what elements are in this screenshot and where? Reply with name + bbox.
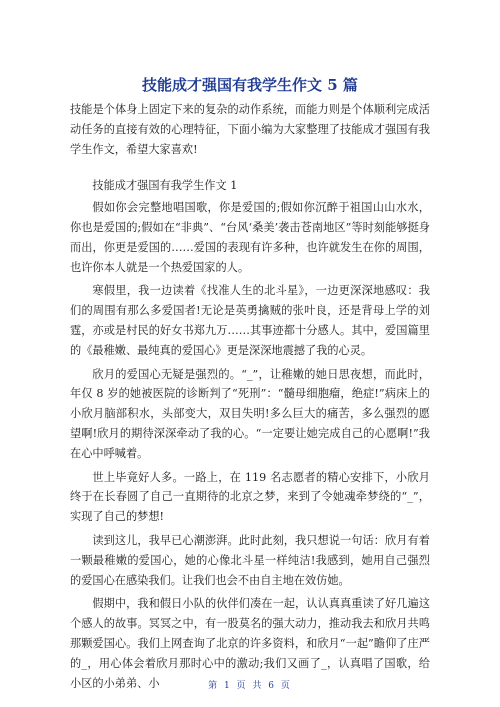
page-footer: 第 1 页 共 6 页	[208, 681, 292, 691]
intro-paragraph: 技能是个体身上固定下来的复杂的动作系统，而能力则是个体顺利完成活动任务的直接有效的心理特征，下面小编为大家整理了技能成才强国有我学生作文，希望大家喜欢!	[70, 103, 430, 156]
body-paragraph: 读到这儿，我早已心潮澎湃。此时此刻，我只想说一句话：欣月有着一颗最稚嫩的爱国心，她的心像北斗星一样纯洁!我感到，她用自己强烈的爱国心在感染我们。让我们也会不由自主地在效仿她。	[70, 533, 430, 587]
body-paragraph: 寒假里，我一边读着《找准人生的北斗星》，一边更深深地感叹：我们的周围有那么多爱国者!无论是英勇擒贼的张叶良，还是背母上学的刘霆，亦或是村民的好女书郑九万……其事迹都十分感人。其中，爱国篇里的《最稚嫩、最纯真的爱国心》更是深深地震撼了我的心灵。	[70, 284, 430, 357]
document-body	[70, 100, 430, 697]
section-heading: 技能成才强国有我学生作文 1	[92, 179, 238, 193]
body-paragraph: 世上毕竟好人多。一路上，在 119 名志愿者的精心安排下，小欣月终于在长春圆了自己一直期待的北京之梦，来到了令她魂牵梦绕的“_”，实现了自己的梦想!	[70, 470, 430, 524]
body-paragraph: 假如你会完整地唱国歌，你是爱国的;假如你沉醉于祖国山山水水，你也是爱国的;假如在“非典”、“台风‘桑美’袭击苍南地区”等时刻能够挺身而出，你更是爱国的……爱国的表现有许多种，也许就发生在你的周围，也许你本人就是一个热爱国家的人。	[70, 201, 430, 274]
document-title: 技能成才强国有我学生作文 5 篇	[142, 76, 358, 94]
body-paragraph: 假期中，我和假日小队的伙伴们凑在一起，认认真真重读了好几遍这个感人的故事。冥冥之中，有一股莫名的强大动力，推动我去和欣月共鸣那颗爱国心。我们上网查询了北京的许多资料，和欣月“一起”瞻仰了庄严的_，用心体会着欣月那时心中的激动;我们又画了_，认真唱了国歌，给小区的小弟弟、小	[70, 597, 430, 690]
body-paragraph: 欣月的爱国心无疑是强烈的。“_”，让稚嫩的她日思夜想，而此时，年仅 8 岁的她被医院的诊断判了“死刑”：“髓母细胞瘤，绝症!”病床上的小欣月脑部积水，头部变大，双目失明!多么巨大的痛苦，多么强烈的愿望啊!欣月的期待深深牵动了我的心。“一定要让她完成自己的心愿啊!”我在心中呼喊着。	[70, 367, 430, 460]
